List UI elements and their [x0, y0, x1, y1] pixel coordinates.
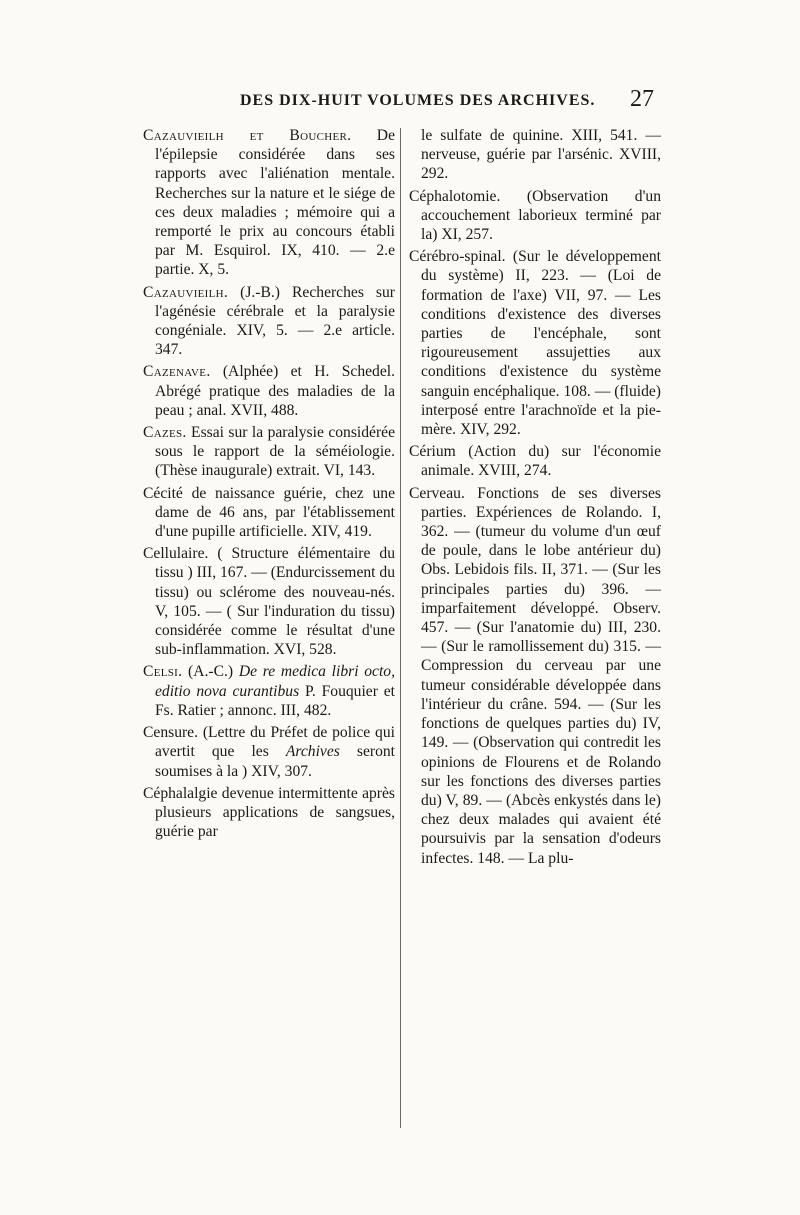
index-entry: [143, 423, 395, 481]
entry-text: De l'épilepsie considérée dans ses rapports avec l'aliénation mentale. Recherches sur la nature et le siége de ces deux maladies ; mémoire qui a remporté le prix au concours établi par M. Esquirol. IX, 410. — 2.e partie. X, 5.: [155, 127, 395, 279]
entry-head: Cazauvieilh.: [143, 283, 229, 301]
entry-text: Cellulaire. ( Structure élémentaire du tissu ) III, 167. — (Endurcissement du tissu) ou sclérome des nouveau-nés. V, 105. — ( Sur l'induration du tissu) considérée comme le résultat d'une sub-inflammation. XVI, 528.: [143, 545, 395, 659]
entry-text: (A.-C.): [182, 663, 239, 681]
index-entry: [143, 662, 395, 720]
index-entry: [409, 247, 661, 439]
entry-head: Cazes.: [143, 424, 187, 442]
entry-text: (Alphée) et H. Schedel. Abrégé pratique des maladies de la peau ; anal. XVII, 488.: [155, 363, 395, 419]
running-title: DES DIX-HUIT VOLUMES DES ARCHIVES.: [240, 92, 596, 109]
entry-italic: De re medica libri octo, editio nova curantibus: [155, 663, 396, 700]
index-entry: [143, 126, 395, 280]
right-column: [409, 126, 661, 871]
entry-head: Cazauvieilh et Boucher.: [143, 127, 352, 144]
index-entry: [143, 784, 395, 842]
entry-text: Cécité de naissance guérie, chez une dame de 46 ans, par l'établissement d'une pupille artificielle. XIV, 419.: [143, 484, 395, 541]
entry-text: Essai sur la paralysie considérée sous le rapport de la séméiologie. (Thèse inaugurale) extrait. VI, 143.: [155, 424, 395, 480]
entry-text: (J.-B.) Recherches sur l'agénésie cérébrale et la paralysie congéniale. XIV, 5. — 2.e article. 347.: [155, 283, 395, 359]
page-number: 27: [630, 86, 654, 112]
entry-italic: Archives: [285, 743, 340, 761]
index-entry: [143, 723, 395, 781]
page-header: [140, 86, 658, 120]
entry-text: Cérébro-spinal. (Sur le développement du système) II, 223. — (Loi de formation de l'axe) VII, 97. — Les conditions d'existence des diverses parties de l'encéphale, sont rigoureusement assujetties aux conditions d'existence du système sanguin encéphalique. 108. — (fluide) interposé entre l'arachnoïde et la pie-mère. XIV, 292.: [409, 248, 661, 439]
column-divider: [400, 128, 401, 1128]
index-entry-continued: [409, 126, 661, 184]
index-entry: [143, 283, 395, 360]
left-column: [143, 126, 395, 844]
entry-text: le sulfate de quinine. XIII, 541. — nerveuse, guérie par l'arsénic. XVIII, 292.: [421, 127, 661, 183]
index-entry: [409, 442, 661, 480]
index-entry: [143, 484, 395, 542]
entry-text: Cerveau. Fonctions de ses diverses parties. Expériences de Rolando. I, 362. — (tumeur du volume d'un œuf de poule, dans le lobe antérieur du) Obs. Lebidois fils. II, 371. — (Sur les principales parties du) 396. — imparfaitement développé. Observ. 457. — (Sur l'anatomie du) III, 230. — (Sur le ramollissement du) 315. — Compression du cerveau par une tumeur considérable développée dans l'intérieur du crâne. 594. — (Sur les fonctions de quelques parties du) IV, 149. — (Observation qui contredit les opinions de Flourens et de Rolando sur les fonctions des diverses parties du) V, 89. — (Abcès enkystés dans le) chez deux malades qui avaient été poursuivis par la sensation d'odeurs infectes. 148. — La plu-: [409, 484, 661, 867]
entry-text: Céphalotomie. (Observation d'un accouchement laborieux terminé par la) XI, 257.: [409, 187, 661, 244]
index-entry: [409, 484, 661, 868]
entry-text: Cérium (Action du) sur l'économie animale. XVIII, 274.: [409, 443, 661, 480]
entry-text: seront soumises à la ) XIV, 307.: [155, 743, 395, 780]
index-entry: [143, 544, 395, 659]
entry-head: Cazenave.: [143, 363, 211, 381]
entry-text: P. Fouquier et Fs. Ratier ; annonc. III, 482.: [155, 682, 395, 719]
entry-head: Celsi.: [143, 663, 183, 681]
index-entry: [143, 362, 395, 420]
entry-text: Céphalalgie devenue intermittente après plusieurs applications de sangsues, guérie par: [143, 784, 395, 841]
entry-text: Censure. (Lettre du Préfet de police qui avertit que les: [143, 724, 395, 761]
index-entry: [409, 187, 661, 245]
